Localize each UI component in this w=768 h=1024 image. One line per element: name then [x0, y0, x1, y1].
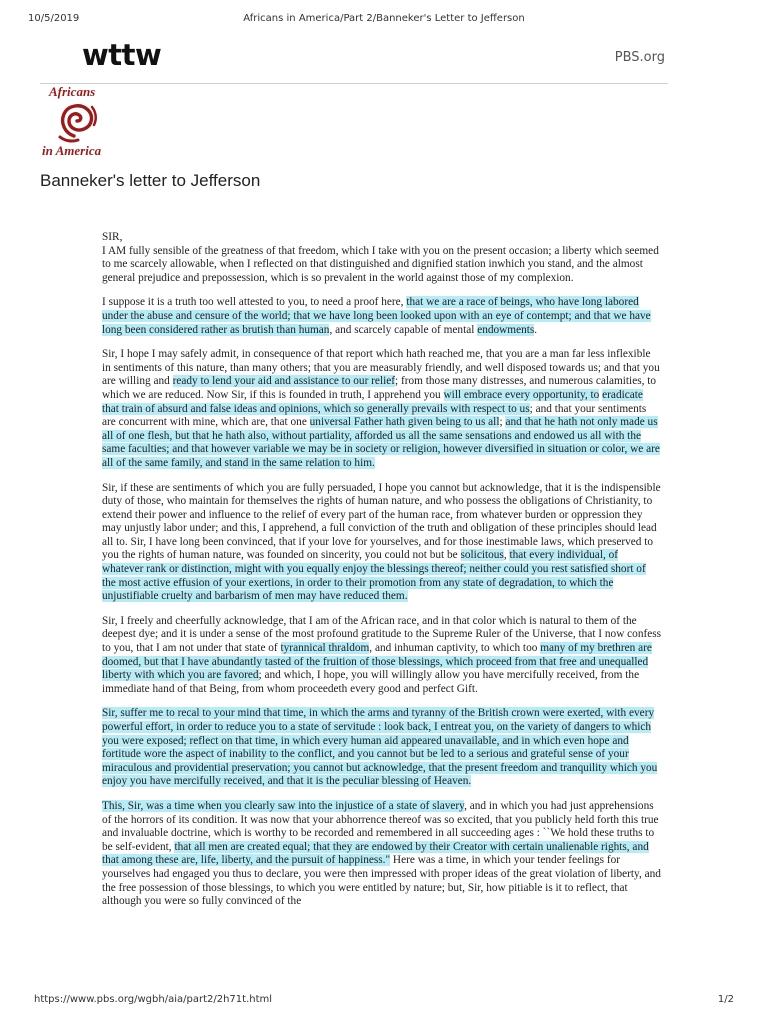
logo-text-top: Africans — [49, 84, 96, 99]
highlighted-text: universal Father hath given being to us all — [309, 416, 500, 429]
document-title: Africans in America/Part 2/Banneker's Letter to Jefferson — [243, 13, 525, 24]
text-segment: ; and which, I hope, you will willingly allow you have mercifully received, from the immediate hand of that Being, from whom proceedeth every good and perfect Gift. — [102, 669, 640, 695]
text-segment: ; — [499, 416, 506, 429]
spiral-icon — [52, 97, 102, 145]
highlighted-text: eradicate — [602, 388, 643, 401]
page-url: https://www.pbs.org/wgbh/aia/part2/2h71t.html — [34, 994, 273, 1005]
letter-paragraph — [102, 800, 662, 909]
text-segment: , and inhuman captivity, to which too — [369, 642, 541, 655]
highlighted-text: that train of absurd and false ideas and opinions, which so generally prevails with respect to us — [102, 402, 530, 415]
letter-paragraph — [102, 296, 662, 337]
letter-salutation: SIR, — [102, 231, 123, 243]
highlighted-text: that all men are created equal; that they are endowed by their Creator with certain unalienable rights, and that among these are, life, liberty, and the pursuit of happiness." — [102, 840, 649, 867]
text-segment: ; and that your sentiments are concurrent with mine, which are, that one — [102, 402, 647, 429]
highlighted-text: solicitous — [460, 549, 504, 562]
letter-paragraph — [102, 482, 662, 604]
page-title: Banneker's letter to Jefferson — [40, 171, 261, 190]
text-segment: ; from those many distresses, and numerous calamities, to which we are reduced. Now Sir, if this is founded in truth, I apprehend you — [102, 375, 657, 401]
print-date: 10/5/2019 — [28, 13, 80, 24]
text-segment: I suppose it is a truth too well attested to you, to need a proof here, — [102, 296, 407, 309]
text-segment: Sir, if these are sentiments of which you are fully persuaded, I hope you cannot but acknowledge, that it is the indispensible duty of those, who maintain for themselves the rights of human nature, and who possess the obligations of Christianity, to extend their power and influence to the relief of every part of the human race, from whatever burden or oppression they may unjustly labor under; and this, I apprehend, a full conviction of the truth and obligation of these principles should lead all to. Sir, I have long been convinced, that if your love for yourselves, and for those inestimable laws, which preserved to you the rights of human nature, was founded on sincerity, you could not but be — [102, 481, 661, 562]
text-segment: Sir, I freely and cheerfully acknowledge, that I am of the African race, and in that color which is natural to them of the deepest dye; and it is under a sense of the most profound gratitude to the Supreme Ruler of the Universe, that I now confess to you, that I am not under that state of — [102, 614, 662, 655]
pbs-link[interactable]: PBS.org — [614, 50, 665, 65]
highlighted-text: ready to lend your aid and assistance to our relief — [172, 375, 396, 388]
highlighted-text: that every individual, of whatever rank or distinction, might with you equally enjoy the blessings thereof; neither could you rest satisfied short of the most active effusion of your exertions, in order to their promotion from any state of degradation, to which the unjustifiable cruelty and barbarism of men may have reduced them. — [102, 549, 646, 603]
page-number: 1/2 — [717, 994, 734, 1005]
highlighted-text: This, Sir, was a time when you clearly saw into the injustice of a state of slavery — [102, 799, 465, 812]
letter-paragraph — [102, 615, 662, 697]
letter-paragraph — [102, 245, 662, 286]
letter-paragraph — [102, 348, 662, 470]
wttw-logo[interactable]: wttw — [82, 38, 162, 72]
text-segment: Sir, I hope I may safely admit, in consequence of that report which hath reached me, that you are a man far less inflexible in sentiments of this nature, than many others; that you are measurably friendly, and well disposed towards us; and that you are willing and — [102, 348, 660, 388]
header-divider — [40, 83, 668, 84]
africans-in-america-logo[interactable] — [40, 84, 112, 160]
highlighted-text: many of my brethren are doomed, but that I have abundantly tasted of the fruition of those blessings, which proceed from that free and unequalled liberty with which you are favored — [102, 642, 652, 682]
logo-text-bottom: in America — [42, 143, 102, 158]
text-segment: Here was a time, in which your tender feelings for yourselves had engaged you thus to declare, you were then impressed with proper ideas of the great violation of liberty, and the free possession of those blessings, to which you were entitled by nature; but, Sir, how pitiable is it to reflect, that although you were so fully convinced of the — [102, 854, 661, 908]
text-segment: , and scarcely capable of mental — [329, 323, 478, 336]
text-segment: . — [534, 323, 538, 336]
text-segment: , and in which you had just apprehensions of the horrors of its condition. It was now that your abhorrence thereof was so excited, that you publicly held forth this true and invaluable doctrine, which is worthy to be recorded and remembered in all succeeding ages : ``We hold these truths to be self-evident, — [102, 799, 659, 853]
highlighted-text: endowments — [477, 323, 535, 336]
letter-body — [102, 231, 662, 920]
text-segment: I AM fully sensible of the greatness of that freedom, which I take with you on the present occasion; a liberty which seemed to me scarcely allowable, when I reflected on that distinguished and dignified station inwhich you stand, and the almost general prejudice and prepossession, which is so prevalent in the world against those of my complexion. — [102, 244, 659, 284]
highlighted-text: Sir, suffer me to recal to your mind that time, in which the arms and tyranny of the British crown were exerted, with every powerful effort, in order to reduce you to a state of servitude : look back, I entreat you, on the variety of dangers to which you were exposed; reflect on that time, in which every human aid appeared unavailable, and in which even hope and fortitude wore the aspect of inability to the conflict, and you cannot but be led to a serious and grateful sense of your miraculous and providential preservation; you cannot but acknowledge, that the present freedom and tranquility which you enjoy you have mercifully received, and that it is the peculiar blessing of Heaven. — [102, 707, 658, 788]
highlighted-text: and that he hath not only made us all of one flesh, but that he hath also, without partiality, afforded us all the same sensations and endowed us all with the same faculties; and that however variable we may be in society or religion, however diversified in situation or color, we are all of the same family, and stand in the same relation to him. — [102, 416, 660, 469]
highlighted-text: that we are a race of beings, who have long labored under the abuse and censure of the world; that we have long been looked upon with an eye of contempt; and that we have long been considered rather as brutish than human — [102, 296, 651, 336]
highlighted-text: will embrace every opportunity, to — [443, 388, 600, 401]
highlighted-text: tyrannical thraldom — [280, 642, 370, 655]
letter-paragraph — [102, 707, 662, 789]
text-segment: , — [503, 549, 510, 562]
